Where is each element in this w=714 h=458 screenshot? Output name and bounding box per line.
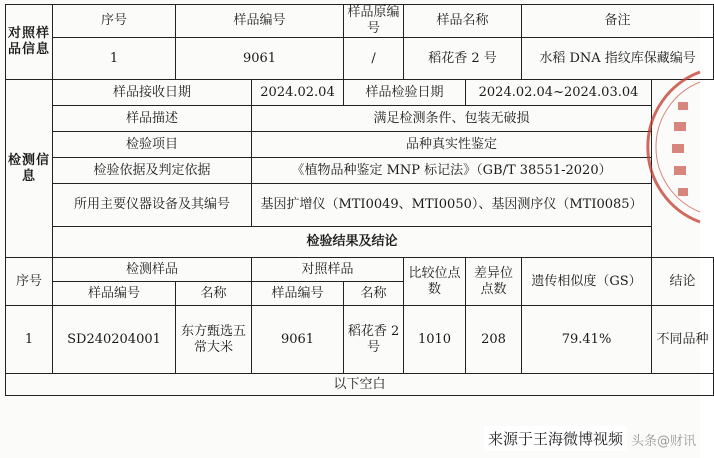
control-sample-header: 对照样品	[252, 258, 404, 282]
sample-info-row	[6, 38, 714, 80]
sample-info-header-row	[6, 5, 714, 38]
instrument-row	[6, 184, 714, 227]
result-diff-sites: 208	[466, 306, 522, 374]
blank-footer: 以下空白	[6, 374, 714, 396]
result-control-no: 9061	[252, 306, 344, 374]
blank-footer-row	[6, 374, 714, 396]
conclusion-header: 结论	[652, 258, 714, 306]
item-value: 品种真实性鉴定	[252, 132, 652, 158]
control-sample-no-header: 样品编号	[252, 282, 344, 306]
test-sample-no-header: 样品编号	[53, 282, 176, 306]
orig-no-value: /	[344, 38, 404, 80]
test-name-header: 名称	[176, 282, 252, 306]
result-compared-sites: 1010	[404, 306, 466, 374]
results-header-row-1	[6, 258, 714, 282]
test-date-label: 样品检验日期	[344, 80, 466, 106]
description-row	[6, 106, 714, 132]
platform-watermark: 头条@财讯	[630, 434, 696, 449]
results-row	[6, 306, 714, 374]
basis-row	[6, 158, 714, 184]
basis-value: 《植物品种鉴定 MNP 标记法》（GB/T 38551-2020）	[252, 158, 652, 184]
diff-sites-header: 差异位点数	[466, 258, 522, 306]
control-name-header: 名称	[344, 282, 404, 306]
result-test-name: 东方甄选五常大米	[176, 306, 252, 374]
instrument-label: 所用主要仪器设备及其编号	[53, 184, 252, 227]
sample-name-value: 稻花香 2 号	[404, 38, 522, 80]
sample-no-value: 9061	[176, 38, 344, 80]
result-similarity: 79.41%	[522, 306, 652, 374]
item-label: 检验项目	[53, 132, 252, 158]
basis-label: 检验依据及判定依据	[53, 158, 252, 184]
results-seq-header: 序号	[6, 258, 53, 306]
description-value: 满足检测条件、包装无破损	[252, 106, 652, 132]
result-test-no: SD240204001	[53, 306, 176, 374]
seal-stamp-icon	[648, 62, 700, 232]
item-row	[6, 132, 714, 158]
sample-name-header: 样品名称	[404, 5, 522, 38]
result-control-name: 稻花香 2 号	[344, 306, 404, 374]
seq-value: 1	[53, 38, 176, 80]
test-sample-header: 检测样品	[53, 258, 252, 282]
test-info-section-label: 检测信息	[6, 80, 53, 258]
orig-no-header: 样品原编号	[344, 5, 404, 38]
description-label: 样品描述	[53, 106, 252, 132]
results-title-row	[6, 227, 714, 258]
receive-date-row	[6, 80, 714, 106]
remark-value: 水稻 DNA 指纹库保藏编号	[522, 38, 714, 80]
instrument-value: 基因扩增仪（MTI0049、MTI0050）、基因测序仪（MTI0085）	[252, 184, 652, 227]
results-title: 检验结果及结论	[53, 227, 652, 258]
result-seq: 1	[6, 306, 53, 374]
receive-date-label: 样品接收日期	[53, 80, 252, 106]
sample-no-header: 样品编号	[176, 5, 344, 38]
receive-date-value: 2024.02.04	[252, 80, 344, 106]
compared-sites-header: 比较位点数	[404, 258, 466, 306]
sample-info-section-label: 对照样品信息	[6, 5, 53, 80]
seq-header: 序号	[53, 5, 176, 38]
test-date-value: 2024.02.04~2024.03.04	[466, 80, 652, 106]
remark-header: 备注	[522, 5, 714, 38]
report-table	[5, 4, 714, 396]
result-conclusion: 不同品种	[652, 306, 714, 374]
video-source-caption: 来源于王海微博视频	[484, 426, 627, 451]
similarity-header: 遗传相似度（GS）	[522, 258, 652, 306]
